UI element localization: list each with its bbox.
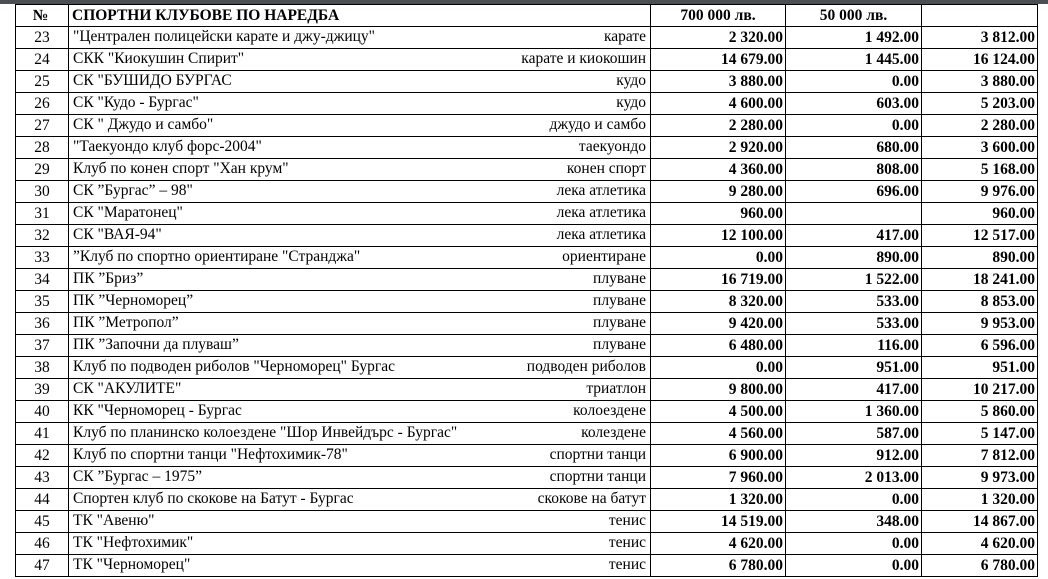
amount-total: 5 168.00 [922, 159, 1038, 181]
club-name: ТК "Авеню" [73, 512, 155, 529]
amount-50000: 0.00 [786, 533, 922, 555]
row-number: 29 [16, 159, 69, 181]
amount-700000: 14 679.00 [651, 49, 786, 71]
amount-50000: 2 013.00 [786, 467, 922, 489]
row-number: 23 [16, 27, 69, 49]
club-name: ТК "Нефтохимик" [73, 534, 194, 551]
row-number: 32 [16, 225, 69, 247]
row-number: 42 [16, 445, 69, 467]
club-name: СК " Джудо и самбо" [73, 116, 214, 133]
table-row [16, 115, 1038, 137]
row-number: 37 [16, 335, 69, 357]
club-cell [69, 269, 651, 291]
club-name: ПК ”Бриз” [73, 270, 144, 287]
club-name: СКК "Киокушин Спирит" [73, 50, 245, 67]
amount-50000: 417.00 [786, 225, 922, 247]
amount-700000: 2 320.00 [651, 27, 786, 49]
sport-type: кудо [616, 72, 646, 89]
club-cell [69, 511, 651, 533]
amount-total: 3 812.00 [922, 27, 1038, 49]
row-number: 27 [16, 115, 69, 137]
amount-700000: 0.00 [651, 357, 786, 379]
amount-total: 14 867.00 [922, 511, 1038, 533]
amount-700000: 4 500.00 [651, 401, 786, 423]
table-row [16, 225, 1038, 247]
row-number: 26 [16, 93, 69, 115]
sport-type: тенис [608, 534, 646, 551]
club-name: СК "Маратонец" [73, 204, 183, 221]
club-cell [69, 71, 651, 93]
row-number: 41 [16, 423, 69, 445]
amount-total: 9 973.00 [922, 467, 1038, 489]
table-row [16, 357, 1038, 379]
amount-50000: 1 492.00 [786, 27, 922, 49]
table-row [16, 445, 1038, 467]
sport-type: колоездене [573, 402, 646, 419]
row-number: 45 [16, 511, 69, 533]
amount-total: 12 517.00 [922, 225, 1038, 247]
header-amount-700000: 700 000 лв. [651, 5, 786, 27]
sport-type: триатлон [586, 380, 646, 397]
amount-total: 10 217.00 [922, 379, 1038, 401]
amount-700000: 6 900.00 [651, 445, 786, 467]
table-row [16, 49, 1038, 71]
table-row [16, 247, 1038, 269]
table-row [16, 423, 1038, 445]
club-name: СК ”Бургас – 1975” [73, 468, 202, 485]
sport-type: плуване [593, 270, 646, 287]
club-cell [69, 203, 651, 225]
amount-700000: 1 320.00 [651, 489, 786, 511]
amount-50000: 533.00 [786, 313, 922, 335]
sport-type: плуване [593, 336, 646, 353]
amount-700000: 16 719.00 [651, 269, 786, 291]
amount-total: 16 124.00 [922, 49, 1038, 71]
sport-type: спортни танци [549, 446, 646, 463]
table-row [16, 511, 1038, 533]
club-cell [69, 291, 651, 313]
club-name: СК "БУШИДО БУРГАС [73, 72, 232, 89]
club-name: Клуб по подводен риболов "Черноморец" Бургас [73, 358, 395, 375]
row-number: 36 [16, 313, 69, 335]
row-number: 47 [16, 555, 69, 577]
club-cell [69, 49, 651, 71]
amount-700000: 14 519.00 [651, 511, 786, 533]
amount-total: 5 147.00 [922, 423, 1038, 445]
amount-700000: 960.00 [651, 203, 786, 225]
row-number: 25 [16, 71, 69, 93]
club-cell [69, 137, 651, 159]
sport-type: лека атлетика [556, 182, 646, 199]
amount-50000: 417.00 [786, 379, 922, 401]
amount-50000: 348.00 [786, 511, 922, 533]
amount-50000: 696.00 [786, 181, 922, 203]
club-cell [69, 423, 651, 445]
amount-50000: 1 522.00 [786, 269, 922, 291]
club-name: СК ”Бургас” – 98" [73, 182, 193, 199]
amount-50000: 1 360.00 [786, 401, 922, 423]
sport-type: лека атлетика [556, 226, 646, 243]
sport-type: скокове на батут [537, 490, 646, 507]
sport-type: плуване [593, 292, 646, 309]
club-name: ”Клуб по спортно ориентиране "Странджа" [73, 248, 361, 265]
amount-700000: 8 320.00 [651, 291, 786, 313]
amount-50000: 808.00 [786, 159, 922, 181]
sport-type: подводен риболов [526, 358, 646, 375]
amount-700000: 3 880.00 [651, 71, 786, 93]
amount-700000: 9 800.00 [651, 379, 786, 401]
amount-50000: 0.00 [786, 489, 922, 511]
amount-total: 1 320.00 [922, 489, 1038, 511]
sport-type: тенис [608, 556, 646, 573]
amount-total: 9 976.00 [922, 181, 1038, 203]
club-name: Спортен клуб по скокове на Батут - Бургас [73, 490, 354, 507]
row-number: 44 [16, 489, 69, 511]
amount-total: 2 280.00 [922, 115, 1038, 137]
amount-total: 3 880.00 [922, 71, 1038, 93]
table-row [16, 71, 1038, 93]
amount-700000: 4 620.00 [651, 533, 786, 555]
amount-total: 960.00 [922, 203, 1038, 225]
amount-700000: 9 420.00 [651, 313, 786, 335]
table-row [16, 533, 1038, 555]
table-row [16, 27, 1038, 49]
row-number: 39 [16, 379, 69, 401]
amount-700000: 9 280.00 [651, 181, 786, 203]
amount-50000: 603.00 [786, 93, 922, 115]
table-header-row [16, 5, 1038, 27]
row-number: 34 [16, 269, 69, 291]
sport-type: колездене [581, 424, 646, 441]
amount-50000: 680.00 [786, 137, 922, 159]
amount-50000: 533.00 [786, 291, 922, 313]
amount-total: 951.00 [922, 357, 1038, 379]
row-number: 46 [16, 533, 69, 555]
amount-700000: 12 100.00 [651, 225, 786, 247]
amount-700000: 6 780.00 [651, 555, 786, 577]
club-name: ТК "Черноморец" [73, 556, 191, 573]
header-amount-50000: 50 000 лв. [786, 5, 922, 27]
sports-clubs-table [15, 4, 1038, 577]
amount-total: 8 853.00 [922, 291, 1038, 313]
club-cell [69, 467, 651, 489]
table-row [16, 203, 1038, 225]
club-cell [69, 489, 651, 511]
amount-700000: 4 600.00 [651, 93, 786, 115]
amount-50000 [786, 203, 922, 225]
amount-700000: 7 960.00 [651, 467, 786, 489]
club-cell [69, 401, 651, 423]
table-row [16, 489, 1038, 511]
sport-type: джудо и самбо [549, 116, 646, 133]
club-cell [69, 533, 651, 555]
sport-type: плуване [593, 314, 646, 331]
club-cell [69, 27, 651, 49]
club-name: СК "ВАЯ-94" [73, 226, 162, 243]
table-row [16, 159, 1038, 181]
amount-700000: 4 360.00 [651, 159, 786, 181]
sport-type: конен спорт [566, 160, 646, 177]
sport-type: тенис [608, 512, 646, 529]
amount-total: 7 812.00 [922, 445, 1038, 467]
row-number: 30 [16, 181, 69, 203]
amount-700000: 6 480.00 [651, 335, 786, 357]
table-row [16, 93, 1038, 115]
amount-total: 3 600.00 [922, 137, 1038, 159]
amount-700000: 0.00 [651, 247, 786, 269]
club-cell [69, 247, 651, 269]
table-row [16, 181, 1038, 203]
amount-total: 890.00 [922, 247, 1038, 269]
club-name: Клуб по конен спорт "Хан крум" [73, 160, 289, 177]
amount-total: 9 953.00 [922, 313, 1038, 335]
sport-type: спортни танци [549, 468, 646, 485]
table-row [16, 467, 1038, 489]
amount-50000: 116.00 [786, 335, 922, 357]
amount-50000: 0.00 [786, 115, 922, 137]
club-name: СК "Кудо - Бургас" [73, 94, 199, 111]
row-number: 33 [16, 247, 69, 269]
amount-total: 5 860.00 [922, 401, 1038, 423]
row-number: 38 [16, 357, 69, 379]
sport-type: карате и киокошин [521, 50, 646, 67]
club-cell [69, 379, 651, 401]
row-number: 31 [16, 203, 69, 225]
header-number: № [16, 5, 69, 27]
amount-50000: 1 445.00 [786, 49, 922, 71]
table-row [16, 137, 1038, 159]
amount-700000: 4 560.00 [651, 423, 786, 445]
row-number: 35 [16, 291, 69, 313]
table-row [16, 335, 1038, 357]
club-name: "Централен полицейски карате и джу-джицу" [73, 28, 376, 45]
amount-total: 6 596.00 [922, 335, 1038, 357]
club-name: СК "АКУЛИТЕ" [73, 380, 182, 397]
club-name: ПК ”Черноморец” [73, 292, 194, 309]
club-name: Клуб по спортни танци "Нефтохимик-78" [73, 446, 348, 463]
amount-50000: 951.00 [786, 357, 922, 379]
club-cell [69, 181, 651, 203]
row-number: 40 [16, 401, 69, 423]
amount-50000: 0.00 [786, 71, 922, 93]
amount-total: 5 203.00 [922, 93, 1038, 115]
amount-50000: 0.00 [786, 555, 922, 577]
amount-700000: 2 280.00 [651, 115, 786, 137]
club-cell [69, 93, 651, 115]
club-cell [69, 115, 651, 137]
club-cell [69, 159, 651, 181]
amount-50000: 890.00 [786, 247, 922, 269]
club-name: Клуб по планинско колоездене "Шор Инвейдърс - Бургас" [73, 424, 458, 441]
amount-50000: 912.00 [786, 445, 922, 467]
amount-50000: 587.00 [786, 423, 922, 445]
table-row [16, 379, 1038, 401]
sport-type: лека атлетика [556, 204, 646, 221]
sport-type: кудо [616, 94, 646, 111]
row-number: 43 [16, 467, 69, 489]
club-cell [69, 335, 651, 357]
club-cell [69, 313, 651, 335]
club-name: КК "Черноморец - Бургас [73, 402, 242, 419]
amount-700000: 2 920.00 [651, 137, 786, 159]
amount-total: 6 780.00 [922, 555, 1038, 577]
amount-total: 4 620.00 [922, 533, 1038, 555]
header-total [922, 5, 1038, 27]
amount-total: 18 241.00 [922, 269, 1038, 291]
club-name: ПК ”Метропол” [73, 314, 179, 331]
club-name: "Таекуондо клуб форс-2004" [73, 138, 262, 155]
club-cell [69, 357, 651, 379]
club-name: ПК ”Започни да плуваш” [73, 336, 239, 353]
sport-type: ориентиране [562, 248, 646, 265]
header-title: СПОРТНИ КЛУБОВЕ ПО НАРЕДБА [69, 5, 651, 27]
sport-type: карате [603, 28, 646, 45]
club-cell [69, 445, 651, 467]
sport-type: таекуондо [578, 138, 646, 155]
table-row [16, 401, 1038, 423]
table-row [16, 269, 1038, 291]
table-row [16, 291, 1038, 313]
row-number: 28 [16, 137, 69, 159]
table-row [16, 313, 1038, 335]
row-number: 24 [16, 49, 69, 71]
table-row [16, 555, 1038, 577]
club-cell [69, 555, 651, 577]
club-cell [69, 225, 651, 247]
